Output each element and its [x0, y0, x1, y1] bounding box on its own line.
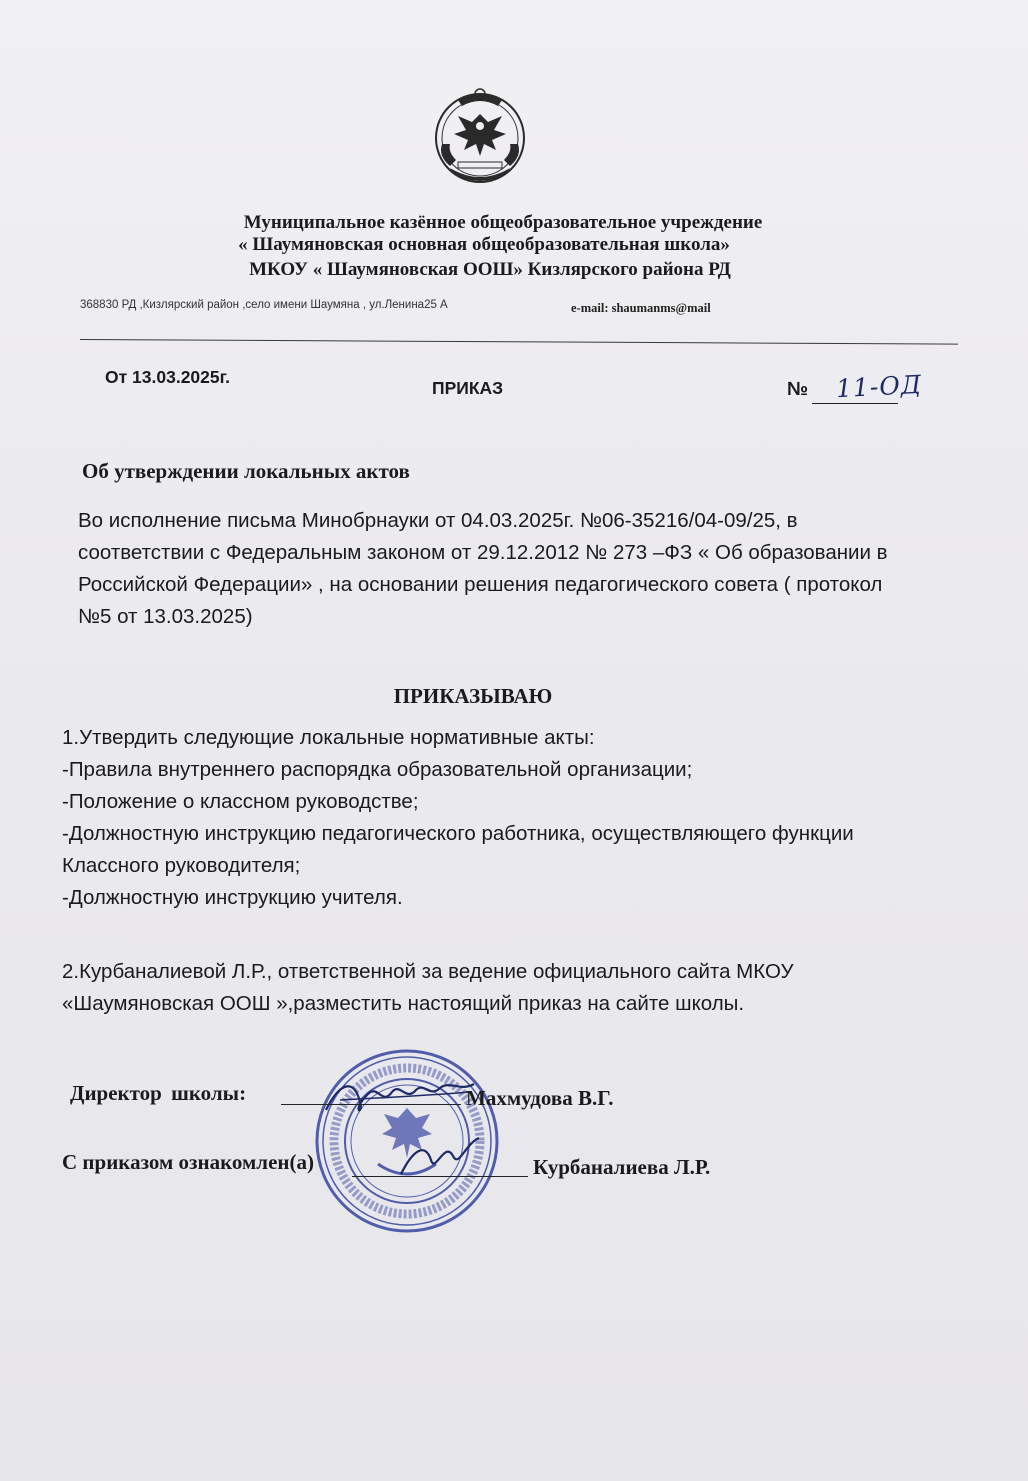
- school-name-line: « Шаумяновская основная общеобразовательная школа»: [238, 234, 730, 255]
- preamble-line: №5 от 13.03.2025): [78, 605, 253, 628]
- acknowledgement-signature-icon: [395, 1130, 485, 1182]
- order-title: ПРИКАЗ: [432, 378, 504, 398]
- order-number-handwritten: 11-ОД: [835, 369, 923, 404]
- preamble-line: Во исполнение письма Минобрнауки от 04.03.2025г. №06-35216/04-09/25, в: [78, 509, 798, 532]
- order-date: От 13.03.2025г.: [105, 367, 231, 387]
- director-signature-icon: [320, 1072, 480, 1118]
- decree-item-2-line: 2.Курбаналиевой Л.Р., ответственной за ведение официального сайта МКОУ: [62, 960, 794, 983]
- director-label: Директор школы:: [70, 1081, 247, 1105]
- decree-item: -Должностную инструкцию учителя.: [62, 886, 403, 909]
- dagestan-emblem-icon: [428, 86, 532, 186]
- decree-item: 1.Утвердить следующие локальные нормативные акты:: [62, 726, 595, 749]
- decree-items: [62, 722, 1002, 914]
- decree-item: -Правила внутреннего распорядка образовательной организации;: [62, 758, 693, 781]
- order-subject: Об утверждении локальных актов: [82, 459, 410, 483]
- acknowledgement-signature-line: [352, 1176, 528, 1177]
- decree-item-2-line: «Шаумяновская ООШ »,разместить настоящий приказ на сайте школы.: [62, 992, 745, 1015]
- director-signature-line: [281, 1104, 461, 1105]
- decree-item: Классного руководителя;: [62, 854, 301, 877]
- order-number-underline: [812, 403, 898, 404]
- decree-item: -Должностную инструкцию педагогического работника, осуществляющего функции: [62, 822, 854, 845]
- director-name: Махмудова В.Г.: [466, 1086, 614, 1110]
- acknowledgement-label: С приказом ознакомлен(а): [62, 1150, 314, 1174]
- decree-item-2: [62, 956, 1002, 1020]
- school-short-name-line: МКОУ « Шаумяновская ООШ» Кизлярского района РД: [249, 259, 731, 280]
- decree-item: -Положение о классном руководстве;: [62, 790, 419, 813]
- school-type-line: Муниципальное казённое общеобразовательное учреждение: [243, 212, 763, 233]
- preamble-line: соответствии с Федеральным законом от 29.12.2012 № 273 –ФЗ « Об образовании в: [78, 541, 888, 564]
- order-number-label: №: [787, 379, 809, 400]
- decree-heading: ПРИКАЗЫВАЮ: [393, 684, 553, 708]
- acknowledgement-name: Курбаналиева Л.Р.: [533, 1155, 711, 1179]
- header-divider: [80, 339, 958, 345]
- school-address: 368830 РД ,Кизлярский район ,село имени Шаумяна , ул.Ленина25 А: [80, 299, 448, 311]
- preamble-line: Российской Федерации» , на основании решения педагогического совета ( протокол: [78, 573, 883, 596]
- preamble-paragraph: [78, 505, 978, 633]
- school-email: e-mail: shaumanms@mail: [571, 301, 711, 315]
